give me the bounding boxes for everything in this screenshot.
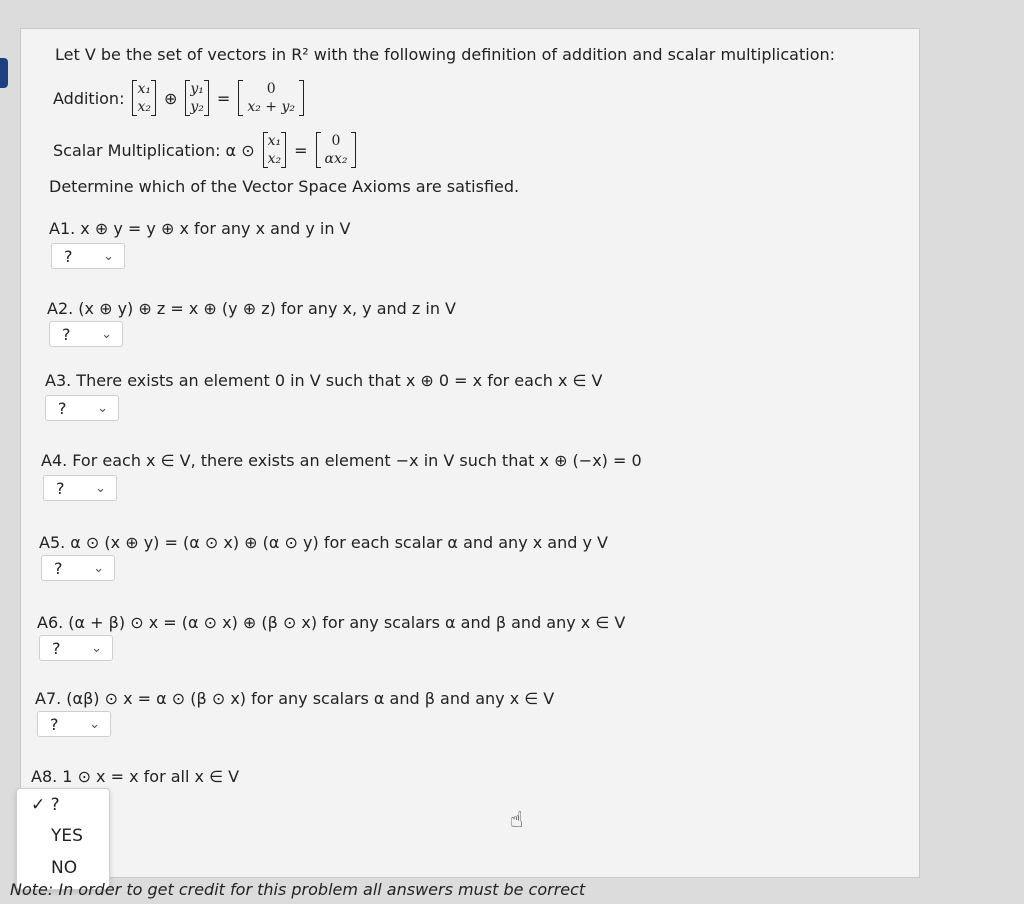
axiom-a1-select[interactable]: ? ⌄: [51, 243, 125, 269]
axiom-a4-select[interactable]: ? ⌄: [43, 475, 117, 501]
left-accent-bar: [0, 58, 8, 88]
addition-definition: Addition: x₁ x₂ ⊕ y₁ y₂ = 0 x₂ + y₂: [53, 73, 304, 123]
axiom-a6-text: A6. (α + β) ⊙ x = (α ⊙ x) ⊕ (β ⊙ x) for any scalars α and β and any x ∈ V: [37, 613, 626, 632]
credit-note: Note: In order to get credit for this problem all answers must be correct: [10, 880, 586, 899]
axiom-a2-select[interactable]: ? ⌄: [49, 321, 123, 347]
axiom-a2-text: A2. (x ⊕ y) ⊕ z = x ⊕ (y ⊕ z) for any x, y and z in V: [47, 299, 456, 318]
addition-label: Addition:: [53, 88, 125, 108]
pointer-hand-icon: ☝: [510, 808, 524, 833]
problem-intro: Let V be the set of vectors in R² with the following definition of addition and scalar multiplication:: [55, 45, 836, 64]
dropdown-option-yes[interactable]: YES: [51, 826, 83, 846]
chevron-down-icon: ⌄: [95, 481, 106, 496]
axiom-a5-text: A5. α ⊙ (x ⊕ y) = (α ⊙ x) ⊕ (α ⊙ y) for each scalar α and any x and y V: [39, 533, 608, 552]
axiom-a3-select[interactable]: ? ⌄: [45, 395, 119, 421]
axiom-a8-text: A8. 1 ⊙ x = x for all x ∈ V: [31, 767, 240, 786]
scalar-definition: Scalar Multiplication: α ⊙ x₁ x₂ = 0 αx₂: [53, 125, 356, 175]
axiom-a5-select[interactable]: ? ⌄: [41, 555, 115, 581]
axiom-a8-dropdown-menu[interactable]: [16, 788, 110, 890]
chevron-down-icon: ⌄: [101, 327, 112, 342]
chevron-down-icon: ⌄: [93, 561, 104, 576]
chevron-down-icon: ⌄: [97, 401, 108, 416]
axiom-a4-text: A4. For each x ∈ V, there exists an element −x in V such that x ⊕ (−x) = 0: [41, 451, 642, 470]
axiom-a7-select[interactable]: ? ⌄: [37, 711, 111, 737]
axiom-a6-select[interactable]: ? ⌄: [39, 635, 113, 661]
determine-text: Determine which of the Vector Space Axioms are satisfied.: [49, 177, 520, 196]
axiom-a3-text: A3. There exists an element 0 in V such that x ⊕ 0 = x for each x ∈ V: [45, 371, 603, 390]
axiom-a1-text: A1. x ⊕ y = y ⊕ x for any x and y in V: [49, 219, 351, 238]
dropdown-option-unanswered[interactable]: ✓ ?: [31, 795, 60, 815]
chevron-down-icon: ⌄: [103, 249, 114, 264]
scalar-label: Scalar Multiplication: α ⊙: [53, 140, 255, 160]
dropdown-option-no[interactable]: NO: [51, 858, 78, 878]
check-icon: ✓: [31, 795, 46, 815]
axiom-a7-text: A7. (αβ) ⊙ x = α ⊙ (β ⊙ x) for any scalars α and β and any x ∈ V: [35, 689, 555, 708]
chevron-down-icon: ⌄: [89, 717, 100, 732]
problem-panel: [20, 28, 920, 878]
chevron-down-icon: ⌄: [91, 641, 102, 656]
